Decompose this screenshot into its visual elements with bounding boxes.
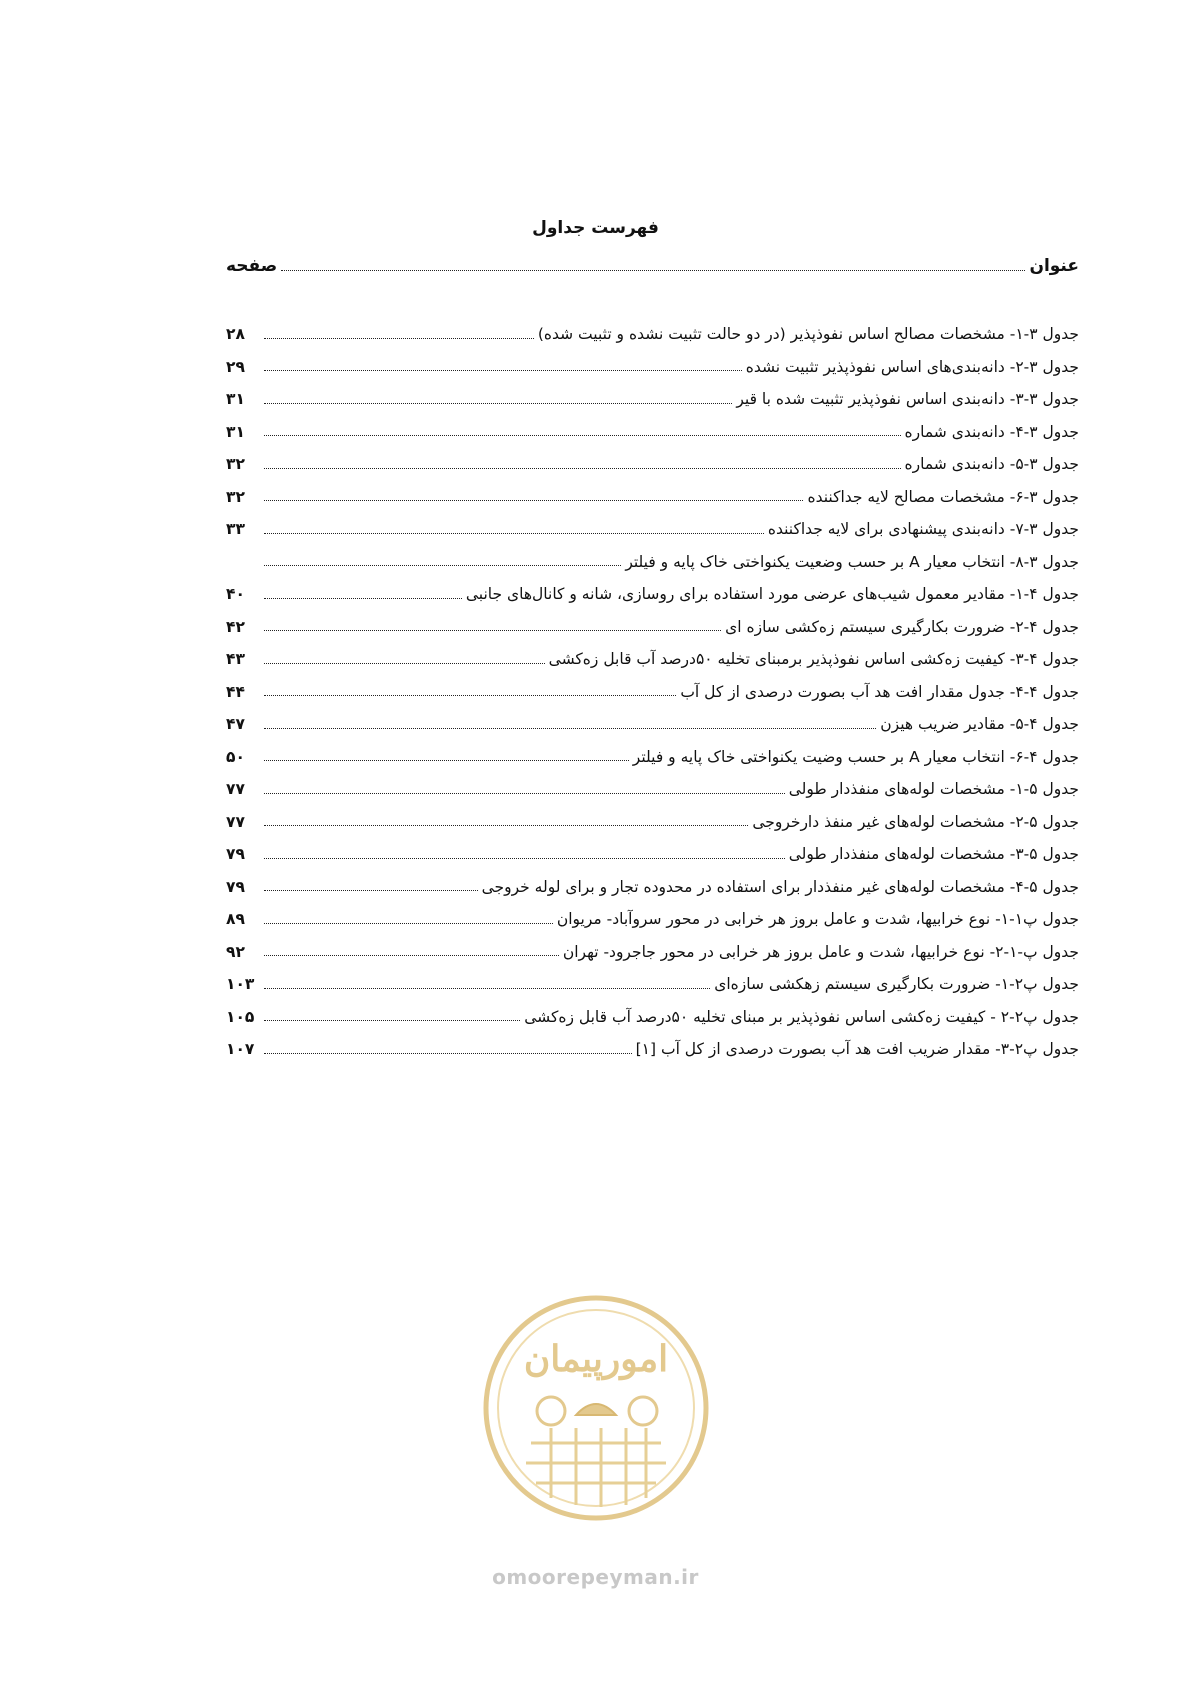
toc-entry-label: جدول ۳-۸- انتخاب معیار A بر حسب وضعیت یکنواختی خاک پایه و فیلتر	[625, 552, 1079, 571]
leader-dots	[264, 842, 785, 859]
leader-dots	[264, 517, 764, 534]
leader-dots	[264, 615, 721, 632]
toc-entry-label: جدول ۵-۳- مشخصات لوله‌های منفذدار طولی	[788, 845, 1079, 864]
toc-entry-page: ۲۹	[226, 357, 245, 376]
toc-entry-label: جدول ۳-۴- دانه‌بندی شماره	[904, 422, 1079, 441]
toc-entry[interactable]	[226, 936, 1079, 969]
toc-entry-page: ۸۹	[226, 910, 245, 929]
toc-entry-label: جدول ۴-۲- ضرورت بکارگیری سیستم زه‌کشی سازه ای	[725, 617, 1079, 636]
toc-entry[interactable]	[226, 741, 1079, 774]
toc-entry-label: جدول ۵-۲- مشخصات لوله‌های غیر منفذ دارخروجی	[752, 812, 1079, 831]
toc-entry-label: جدول ۳-۵- دانه‌بندی شماره	[904, 455, 1079, 474]
leader-dots	[264, 387, 732, 404]
watermark-url: omoorepeyman.ir	[492, 1565, 699, 1589]
toc-entry[interactable]	[226, 903, 1079, 936]
toc-entry[interactable]	[226, 1001, 1079, 1034]
leader-dots	[264, 875, 478, 892]
table-of-contents	[226, 318, 1079, 1066]
toc-entry-label: جدول ۳-۱- مشخصات مصالح اساس نفوذپذیر (در دو حالت تثبیت نشده و تثبیت شده)	[537, 325, 1079, 344]
leader-dots	[264, 355, 742, 372]
leader-dots	[264, 1037, 632, 1054]
toc-entry-label: جدول ۴-۶- انتخاب معیار A بر حسب وضیت یکنواختی خاک پایه و فیلتر	[632, 747, 1079, 766]
toc-entry[interactable]	[226, 838, 1079, 871]
page-title: فهرست جداول	[532, 218, 659, 238]
toc-entry-label: جدول ۴-۵- مقادیر ضریب هیزن	[880, 715, 1079, 734]
toc-entry-page: ۷۷	[226, 812, 245, 831]
toc-entry-page: ۷۷	[226, 780, 245, 799]
toc-entry-page: ۴۲	[226, 617, 245, 636]
toc-entry-label: جدول ۵-۱- مشخصات لوله‌های منفذدار طولی	[788, 780, 1079, 799]
toc-entry-label: جدول ۳-۷- دانه‌بندی پیشنهادی برای لایه جداکننده	[767, 520, 1079, 539]
leader-dots	[264, 680, 676, 697]
toc-entry[interactable]	[226, 448, 1079, 481]
toc-entry-label: جدول ۴-۱- مقادیر معمول شیب‌های عرضی مورد استفاده برای روسازی، شانه و کانال‌های جانبی	[465, 585, 1079, 604]
leader-dots	[264, 647, 545, 664]
toc-entry[interactable]	[226, 416, 1079, 449]
toc-entry-page: ۴۰	[226, 585, 245, 604]
toc-entry-page: ۲۸	[226, 325, 245, 344]
toc-entry-page: ۳۱	[226, 390, 245, 409]
toc-entry[interactable]	[226, 578, 1079, 611]
leader-dots	[264, 972, 710, 989]
toc-entry[interactable]	[226, 773, 1079, 806]
toc-entry[interactable]	[226, 871, 1079, 904]
toc-entry-label: جدول پ۲-۱- ضرورت بکارگیری سیستم زهکشی سازه‌ای	[714, 975, 1079, 994]
toc-entry-label: جدول پ-۱-۲- نوع خرابیها، شدت و عامل بروز هر خرابی در محور جاجرود- تهران	[562, 942, 1079, 961]
leader-dots	[264, 452, 901, 469]
header-title-column: عنوان	[1029, 256, 1079, 276]
leader-dots	[264, 745, 629, 762]
toc-entry[interactable]	[226, 481, 1079, 514]
toc-entry-label: جدول ۳-۲- دانه‌بندی‌های اساس نفوذپذیر تثبیت نشده	[745, 357, 1079, 376]
leader-dots	[264, 1005, 520, 1022]
toc-entry-label: جدول پ۲-۲ - کیفیت زه‌کشی اساس نفوذپذیر بر مبنای تخلیه ۵۰درصد آب قابل زه‌کشی	[524, 1007, 1079, 1026]
toc-entry[interactable]	[226, 708, 1079, 741]
toc-entry-label: جدول پ۲-۳- مقدار ضریب افت هد آب بصورت درصدی از کل آب [۱]	[635, 1040, 1079, 1059]
toc-header	[226, 252, 1079, 276]
toc-entry-page: ۷۹	[226, 877, 245, 896]
toc-entry-page: ۱۰۵	[226, 1007, 255, 1026]
leader-dots	[264, 810, 748, 827]
leader-dots	[264, 582, 462, 599]
leader-dots	[264, 322, 534, 339]
toc-entry-page: ۱۰۳	[226, 975, 255, 994]
leader-dots	[264, 420, 901, 437]
leader-dots	[264, 777, 785, 794]
header-leader-dots	[281, 253, 1025, 271]
toc-entry-label: جدول ۴-۳- کیفیت زه‌کشی اساس نفوذپذیر برمبنای تخلیه ۵۰درصد آب قابل زه‌کشی	[548, 650, 1079, 669]
toc-entry-label: جدول ۵-۴- مشخصات لوله‌های غیر منفذدار برای استفاده در محدوده تجار و برای لوله خروجی	[481, 877, 1079, 896]
toc-entry-page: ۴۳	[226, 650, 245, 669]
toc-entry-page: ۳۱	[226, 422, 245, 441]
leader-dots	[264, 550, 621, 567]
toc-entry[interactable]	[226, 611, 1079, 644]
toc-entry[interactable]	[226, 318, 1079, 351]
seal-text: امورپیمان	[523, 1338, 669, 1380]
toc-entry-page: ۳۲	[226, 455, 245, 474]
toc-entry[interactable]	[226, 643, 1079, 676]
header-page-column: صفحه	[226, 256, 278, 276]
leader-dots	[264, 712, 876, 729]
toc-entry-page: ۴۷	[226, 715, 245, 734]
toc-entry-label: جدول ۳-۳- دانه‌بندی اساس نفوذپذیر تثبیت شده با قیر	[736, 390, 1079, 409]
toc-entry[interactable]	[226, 383, 1079, 416]
toc-entry[interactable]	[226, 513, 1079, 546]
toc-entry[interactable]	[226, 676, 1079, 709]
leader-dots	[264, 907, 553, 924]
toc-entry[interactable]	[226, 546, 1079, 579]
toc-entry-page: ۳۳	[226, 520, 245, 539]
toc-entry[interactable]	[226, 806, 1079, 839]
toc-entry[interactable]	[226, 968, 1079, 1001]
toc-entry-label: جدول ۴-۴- جدول مقدار افت هد آب بصورت درصدی از کل آب	[680, 682, 1079, 701]
toc-entry-page: ۵۰	[226, 747, 245, 766]
toc-entry[interactable]	[226, 1033, 1079, 1066]
toc-entry-page: ۳۲	[226, 487, 245, 506]
toc-entry-label: جدول پ۱-۱- نوع خرابیها، شدت و عامل بروز هر خرابی در محور سروآباد- مریوان	[556, 910, 1079, 929]
watermark-seal	[481, 1293, 711, 1523]
leader-dots	[264, 940, 559, 957]
leader-dots	[264, 485, 803, 502]
toc-entry-page: ۹۲	[226, 942, 245, 961]
toc-entry[interactable]	[226, 351, 1079, 384]
toc-entry-page: ۱۰۷	[226, 1040, 255, 1059]
toc-entry-page: ۷۹	[226, 845, 245, 864]
toc-entry-label: جدول ۳-۶- مشخصات مصالح لایه جداکننده	[807, 487, 1079, 506]
toc-entry-page: ۴۴	[226, 682, 245, 701]
